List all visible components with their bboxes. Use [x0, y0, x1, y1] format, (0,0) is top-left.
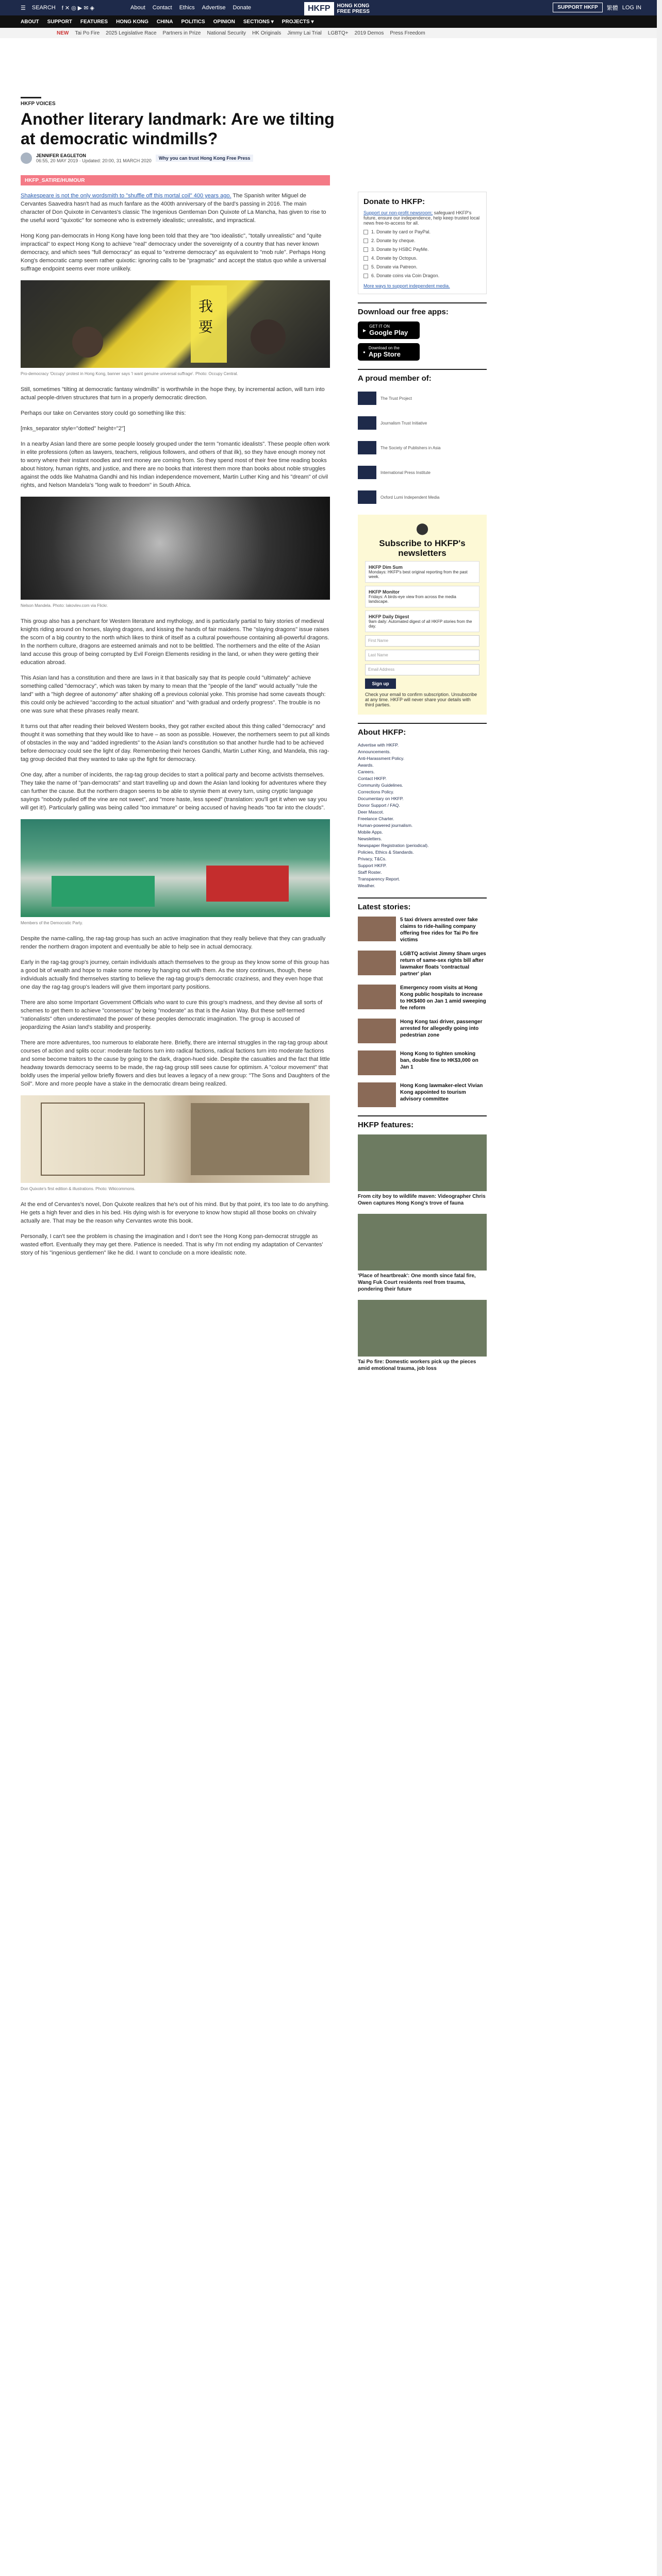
- trending-link[interactable]: Tai Po Fire: [75, 30, 100, 36]
- newsletter-name: HKFP Daily Digest: [369, 614, 409, 619]
- book-illustration: [21, 1095, 330, 1183]
- story-thumbnail: [358, 917, 396, 941]
- newsletter-desc: Fridays: A birds-eye view from across the media landscape.: [369, 595, 456, 604]
- nav-item[interactable]: OPINION: [213, 19, 235, 25]
- story-title: Hong Kong taxi driver, passenger arrested for allegedly going into pedestrian zone: [400, 1019, 483, 1038]
- story-title: Emergency room visits at Hong Kong public hospitals to increase to HK$400 on Jan 1 amid sweeping fee reform: [400, 985, 486, 1011]
- about-link[interactable]: Anti-Harassment Policy.: [358, 756, 405, 761]
- logo-mark: HKFP: [304, 2, 334, 15]
- login-link[interactable]: LOG IN: [622, 4, 641, 11]
- latest-story[interactable]: [358, 951, 487, 977]
- member-name: International Press Institute: [380, 470, 431, 475]
- member-logo-icon: [358, 392, 376, 405]
- article-title: Another literary landmark: Are we tilting at democratic windmills?: [21, 110, 335, 148]
- feature-title: Tai Po fire: Domestic workers pick up the pieces amid emotional trauma, job loss: [358, 1359, 476, 1371]
- nav-item[interactable]: HONG KONG: [116, 19, 148, 25]
- google-play-button[interactable]: ▶ GET IT ON Google Play: [358, 321, 420, 339]
- protest-banner-graphic: [21, 280, 330, 368]
- trending-link[interactable]: Jimmy Lai Trial: [287, 30, 322, 36]
- story-title: 5 taxi drivers arrested over fake claims to ride-hailing company offering free rides for Tai Po fire victims: [400, 917, 478, 943]
- nav-item[interactable]: ABOUT: [21, 19, 39, 25]
- paragraph: There are more adventures, too numerous to elaborate here. Briefly, there are internal struggles in the rag-tag group about courses of action and splits occur: moderate factions turn into radical factions, radical factions turn into moderate factions and some become traitors to the cause by going to the dark, dragon-hued side. Despite the casualties and the fact that little headway towards democracy seems to be made, the rag-tag group still sees cause for optimism. A "colour movement" that boldly uses the imperial yellow briefly flowers and dies but leaves a legacy of a new group: "The Sons and Daughters of the Soil". More and more people have a stake in the democratic dream being realized.: [21, 1040, 330, 1087]
- trending-link[interactable]: 2025 Legislative Race: [106, 30, 157, 36]
- nav-item[interactable]: CHINA: [156, 19, 173, 25]
- about-link[interactable]: Deer Mascot.: [358, 809, 384, 815]
- member-name: Oxford Lumi Independent Media: [380, 495, 440, 500]
- about-link[interactable]: Transparency Report.: [358, 876, 400, 882]
- last-name-input[interactable]: Last Name: [365, 650, 479, 661]
- about-link[interactable]: Staff Roster.: [358, 870, 382, 875]
- member-name: The Trust Project: [380, 396, 412, 401]
- latest-story[interactable]: [358, 1082, 487, 1107]
- kicker-rule: [21, 97, 41, 98]
- occupy-protest-photo: [21, 280, 330, 368]
- member-logo[interactable]: [358, 462, 487, 483]
- top-link[interactable]: About: [130, 5, 145, 11]
- donate-box: [358, 192, 487, 294]
- story-thumbnail: [358, 985, 396, 1009]
- newsletter-option[interactable]: [365, 561, 479, 583]
- paragraph: This Asian land has a constitution and there are laws in it that basically say that its people could "ultimately" achieve something called "democracy", which was taken by many to mean that the "people of the land" would actually "rule the land" with a "high degree of autonomy" after shaking off a previous colonial yoke. This promise had some caveats though: this could only be achieved "according to the actual situation" and "with gradual and orderly progress". The trouble is no one was sure what these phrases really meant.: [21, 675, 326, 714]
- paragraph: There are also some Important Government Officials who want to cure this group's madness, and they devise all sorts of schemes to get them to achieve "consensus" by being "moderate" as that is the Asian Way. But these self-termed "rationalists" often underestimated the power of these peoples democratic imagination. The group is accused of jeopardizing the Asian land's stability and prosperity.: [21, 999, 323, 1030]
- nav-item[interactable]: FEATURES: [80, 19, 108, 25]
- photo-caption: Members of the Democratic Party.: [21, 921, 83, 925]
- photo-caption: Nelson Mandela. Photo: Iakovlev.com via Flickr.: [21, 603, 108, 608]
- checkbox-icon: [363, 239, 368, 243]
- article-body: [21, 192, 330, 1264]
- newsletter-name: HKFP Monitor: [369, 589, 400, 595]
- story-thumbnail: [358, 1082, 396, 1107]
- checkbox-icon: [363, 265, 368, 269]
- feature-thumbnail: [358, 1134, 487, 1191]
- donate-option[interactable]: [363, 229, 481, 234]
- main-nav: [0, 15, 662, 28]
- latest-story[interactable]: [358, 985, 487, 1011]
- trending-bar: [0, 28, 662, 38]
- donate-option-label: 5. Donate via Patreon.: [371, 264, 418, 269]
- donate-option-label: 6. Donate coins via Coin Dragon.: [371, 273, 440, 278]
- google-play-icon: ▶: [363, 328, 367, 333]
- new-label: NEW: [57, 30, 69, 36]
- author-name[interactable]: JENNIFER EAGLETON: [36, 153, 86, 158]
- member-logo-icon: [358, 466, 376, 479]
- paragraph: Perhaps our take on Cervantes story could go something like this:: [21, 410, 186, 416]
- democratic-party-photo: [21, 819, 330, 917]
- about-link[interactable]: Contact HKFP.: [358, 776, 387, 781]
- photo-caption: Don Quixote's first edition & illustrations. Photo: Wikicommons.: [21, 1187, 136, 1191]
- story-thumbnail: [358, 1019, 396, 1043]
- paragraph: Personally, I can't see the problem is chasing the imagination and I don't see the Hong Kong pan-democrat struggle as wasted effort. Eventually they may get there. Patience is needed. That is why I'm not ending my adaptation of Cervantes' story of his "ingenious gentlemen" like he did. I want to conclude on a more idealistic note.: [21, 1233, 323, 1256]
- newsletter-option[interactable]: [365, 611, 479, 632]
- paragraph: Early in the rag-tag group's journey, certain individuals attach themselves to the group as they know some of this group has a good bit of wealth and hope to make some money by hanging out with them. As the story continues, though, these individuals actually find themselves starting to believe the rag-tag group's democratic craziness, and they even hope that one day the rag-tag group's leaders will give them important party positions.: [21, 959, 329, 990]
- top-bar: [0, 0, 662, 15]
- byline: JENNIFER EAGLETON 06:55, 20 MAY 2019 · Updated: 20:00, 31 MARCH 2020 Why you can trust Hong Kong Free Press: [21, 152, 253, 164]
- trending-link[interactable]: National Security: [207, 30, 246, 36]
- newsletter-title: Subscribe to HKFP's newsletters: [379, 538, 466, 558]
- more-ways-link[interactable]: More ways to support independent media.: [363, 283, 450, 289]
- newsletter-box: [358, 515, 487, 715]
- about-link[interactable]: Support HKFP.: [358, 863, 387, 868]
- about-title: About HKFP:: [358, 723, 487, 737]
- donate-option[interactable]: [363, 273, 481, 278]
- about-link[interactable]: Donor Support / FAQ.: [358, 803, 400, 808]
- newsletter-option[interactable]: [365, 586, 479, 607]
- donate-option[interactable]: [363, 247, 481, 252]
- newsletter-name: HKFP Dim Sum: [369, 565, 403, 570]
- member-logo-icon: [358, 416, 376, 430]
- members-title: A proud member of:: [358, 369, 487, 383]
- signup-button[interactable]: Sign up: [365, 679, 396, 689]
- top-link[interactable]: Advertise: [202, 5, 226, 11]
- about-link[interactable]: Community Guidelines.: [358, 783, 403, 788]
- member-logo-icon: [358, 441, 376, 454]
- paragraph: One day, after a number of incidents, the rag-tag group decides to start a political party and become activists themselves. They take the name of "pan-democrats" and start travelling up and down the Asian land looking for adventures where they can further the cause. But the northern dragon seems to be able to stymie them at every turn, using cryptic language sayings "nobody pulled off the vine are not sweet", and "more haste, less speed" (translation: you'll get it when we say you will get it!). Particularly galling was being called "too immature" or being accused of having heads "too far into the clouds".: [21, 772, 327, 811]
- about-link[interactable]: Human-powered journalism.: [358, 823, 413, 828]
- apps-title: Download our free apps:: [358, 302, 487, 316]
- latest-story[interactable]: [358, 917, 487, 943]
- story-title: LGBTQ activist Jimmy Sham urges return of same-sex rights bill after lawmaker floats 'contractual partner' plan: [400, 951, 486, 977]
- trending-link[interactable]: Partners in Prize: [162, 30, 201, 36]
- svg-text:要: 要: [198, 318, 213, 335]
- search-button[interactable]: SEARCH: [31, 5, 56, 11]
- latest-title: Latest stories:: [358, 897, 487, 911]
- about-link[interactable]: Privacy, T&Cs.: [358, 856, 387, 861]
- paragraph: [mks_separator style="dotted" height="2"]: [21, 426, 125, 432]
- logo-line1: HONG KONG: [337, 3, 370, 9]
- checkbox-icon: [363, 230, 368, 234]
- about-link[interactable]: Advertise with HKFP.: [358, 742, 399, 748]
- donate-support-link[interactable]: Support our non-profit newsroom;: [363, 210, 433, 215]
- about-link[interactable]: Policies, Ethics & Standards.: [358, 850, 414, 855]
- trending-link[interactable]: HK Originals: [252, 30, 282, 36]
- social-icons[interactable]: f ✕ ◎ ▶ ✉ ◈: [61, 5, 95, 11]
- publish-date: 06:55, 20 MAY 2019: [36, 158, 78, 163]
- member-logo-icon: [358, 490, 376, 504]
- top-link[interactable]: Contact: [152, 5, 172, 11]
- feature-story[interactable]: [358, 1134, 487, 1207]
- don-quixote-first-edition-photo: [21, 1095, 330, 1183]
- newsletter-desc: Mondays: HKFP's best original reporting from the past week.: [369, 570, 468, 579]
- about-link[interactable]: Corrections Policy.: [358, 789, 394, 794]
- latest-story[interactable]: [358, 1050, 487, 1075]
- donate-title: Donate to HKFP:: [363, 197, 425, 206]
- hkfp-badge-icon: ⬤: [416, 522, 429, 535]
- donate-option-label: 4. Donate by Octopus.: [371, 256, 418, 261]
- feature-thumbnail: [358, 1214, 487, 1270]
- hkfp-logo[interactable]: [304, 2, 370, 15]
- about-link[interactable]: Weather.: [358, 883, 375, 888]
- about-link[interactable]: Announcements.: [358, 749, 391, 754]
- features-title: HKFP features:: [358, 1115, 487, 1129]
- paragraph: This group also has a penchant for Western literature and mythology, and is particularly partial to fairy stories of medieval knights riding around on horses, slaying dragons, and kissing the hands of fair maidens. The "slaying dragons" issue raises the scorn of a big country to the north which likes to think of itself as a cultural powerhouse containing all-powerful dragons. In the northern culture, dragons are esteemed animals and not to be belittled. The northerners and the elite of the Asian land accuse this group of being corrupted by Evil Foreign Elements residing in the land, or when they were getting their education abroad.: [21, 618, 329, 666]
- photo-caption: Pro-democracy 'Occupy' protest in Hong Kong, banner says 'I want genuine universal suffrage'. Photo: Occupy Central.: [21, 371, 238, 376]
- shakespeare-link[interactable]: Shakespeare is not the only wordsmith to "shuffle off this mortal coil" 400 years ago.: [21, 193, 231, 199]
- donate-option-label: 2. Donate by cheque.: [371, 238, 416, 243]
- story-title: Hong Kong lawmaker-elect Vivian Kong appointed to tourism advisory committee: [400, 1083, 483, 1102]
- paragraph: In a nearby Asian land there are some people loosely grouped under the term "romantic idealists". These people often work in elite professions (often as lawyers, teachers, religious followers, and others of that ilk), so they have enough money not to worry where their instant noodles and rent money are coming from. So they spend most of their free time reading books about history, human rights, and justice, and there are no books that interest them more than books about noble struggles against the odds like Mahatma Gandhi and his Indian independence movement, Martin Luther King and his "dream" of civil rights, and Nelson Mandela's "long walk to freedom" in South Africa.: [21, 441, 330, 488]
- donate-text: Support our non-profit newsroom; safeguard HKFP's future, ensure our independence, help keep trusted local news free-to-access for all.: [363, 210, 480, 226]
- trust-link[interactable]: Why you can trust Hong Kong Free Press: [156, 155, 254, 162]
- top-link[interactable]: Donate: [233, 5, 251, 11]
- svg-text:我: 我: [198, 298, 213, 315]
- updated-date: Updated: 20:00, 31 MARCH 2020: [82, 158, 152, 163]
- donate-option[interactable]: [363, 238, 481, 243]
- feature-title: 'Place of heartbreak': One month since fatal fire, Wang Fuk Court residents reel from trauma, pondering their future: [358, 1273, 476, 1292]
- menu-icon[interactable]: ☰: [21, 5, 26, 11]
- trending-link[interactable]: Press Freedom: [390, 30, 425, 36]
- paragraph: At the end of Cervantes's novel, Don Quixote realizes that he's out of his mind. But by that point, it's too late to do anything. He gets a high fever and dies in his bed. His dying wish is for everyone to know how stupid all those books on chivalry actually are. That may be the reason why Cervantes wrote this book.: [21, 1201, 329, 1224]
- donate-option[interactable]: [363, 264, 481, 269]
- page-scrollbar[interactable]: [657, 0, 662, 2576]
- checkbox-icon: [363, 274, 368, 278]
- member-logo[interactable]: [358, 413, 487, 433]
- member-logo[interactable]: [358, 388, 487, 409]
- donate-option-label: 1. Donate by card or PayPal.: [371, 229, 431, 234]
- feature-title: From city boy to wildlife maven: Videographer Chris Owen captures Hong Kong's trove of fauna: [358, 1194, 486, 1206]
- email-input[interactable]: Email Address: [365, 664, 479, 675]
- about-link[interactable]: Mobile Apps.: [358, 829, 383, 835]
- latest-story[interactable]: [358, 1019, 487, 1043]
- member-logo[interactable]: [358, 437, 487, 458]
- story-thumbnail: [358, 951, 396, 975]
- logo-line2: FREE PRESS: [337, 9, 370, 14]
- about-link[interactable]: Awards.: [358, 762, 374, 768]
- member-logo[interactable]: [358, 487, 487, 507]
- trending-link[interactable]: 2019 Demos: [354, 30, 384, 36]
- about-link[interactable]: Careers.: [358, 769, 375, 774]
- checkbox-icon: [363, 256, 368, 261]
- nav-item[interactable]: PROJECTS ▾: [282, 19, 314, 25]
- nav-item[interactable]: SECTIONS ▾: [243, 19, 274, 25]
- apple-icon: ●: [363, 349, 366, 354]
- first-name-input[interactable]: First Name: [365, 635, 479, 647]
- author-avatar: [21, 152, 32, 164]
- newsletter-desc: 9am daily: Automated digest of all HKFP stories from the day.: [369, 619, 472, 629]
- app-store-button[interactable]: ● Download on the App Store: [358, 343, 420, 361]
- mandela-photo: [21, 497, 330, 600]
- support-hkfp-button[interactable]: SUPPORT HKFP: [553, 3, 602, 12]
- language-link[interactable]: 繁體: [606, 5, 618, 11]
- sidebar: [358, 192, 487, 1379]
- paragraph: Despite the name-calling, the rag-tag group has such an active imagination that they really believe that they can gradually render the northern dragon impotent and eventually be able to help see in actual democracy.: [21, 936, 326, 950]
- trending-link[interactable]: LGBTQ+: [327, 30, 349, 36]
- member-name: The Society of Publishers in Asia: [380, 445, 441, 450]
- nav-item[interactable]: SUPPORT: [47, 19, 72, 25]
- article-kicker[interactable]: HKFP VOICES: [21, 101, 56, 107]
- paragraph: Shakespeare is not the only wordsmith to "shuffle off this mortal coil" 400 years ago. The Spanish writer Miguel de Cervantes Saavedra hasn't had as much fanfare as the 400th anniversary of the bard's passing in 2016. The main character of Don Quixote in Cervantes's classic The Ingenious Gentleman Don Quixote of La Mancha, has given to rise to the useful word "quixotic" for someone who is extremely idealistic; unrealistic, and impractical.: [21, 193, 326, 224]
- feature-story[interactable]: [358, 1214, 487, 1293]
- feature-story[interactable]: [358, 1300, 487, 1372]
- about-link[interactable]: Documentary on HKFP.: [358, 796, 404, 801]
- about-link[interactable]: Newspaper Registration (periodical).: [358, 843, 429, 848]
- category-banner[interactable]: HKFP_SATIRE/HUMOUR: [21, 175, 330, 185]
- checkbox-icon: [363, 247, 368, 252]
- paragraph: Still, sometimes "tilting at democratic fantasy windmills" is worthwhile in the hope they, by incremental action, will turn into actual people-driven structures that turn in a properly democratic direction.: [21, 386, 325, 401]
- about-link[interactable]: Freelance Charter.: [358, 816, 394, 821]
- nav-item[interactable]: POLITICS: [181, 19, 205, 25]
- story-thumbnail: [358, 1050, 396, 1075]
- paragraph: Hong Kong pan-democrats in Hong Kong have long been told that they are "too idealistic", "totally unrealistic" and "quite impractical" to expect Hong Kong to achieve "real" democracy under the sovereignty of a country that has never known democracy, and which sees "full democracy" as equal to "extreme democracy" as equivalent to "mob rule". Perhaps Hong Kong's democratic camp seem rather quixotic: ignoring calls to be "pragmatic" and accept the status quo while a universal suffrage endpoint seems ever more unlikely.: [21, 233, 326, 272]
- top-link[interactable]: Ethics: [179, 5, 195, 11]
- paragraph: It turns out that after reading their beloved Western books, they got rather excited about this thing called "democracy" and thought it was something that they would like to have – as soon as possible. However, the northerners seem to put all kinds of obstacles in the way and "added ingredients" to the Asian land's constitution so that another hurdle had to be achieved before democracy could see the light of day. Remembering their heroes Gandhi, Martin Luther King, and Mandela, this rag-tag group decided that they wanted to take up the fight for democracy.: [21, 723, 330, 762]
- member-name: Journalism Trust Initiative: [380, 420, 427, 426]
- feature-thumbnail: [358, 1300, 487, 1357]
- rally-graphic: [21, 819, 330, 917]
- about-link[interactable]: Newsletters.: [358, 836, 382, 841]
- newsletter-note: Check your email to confirm subscription. Unsubscribe at any time. HKFP will never share your details with third parties.: [365, 692, 477, 707]
- donate-option-label: 3. Donate by HSBC PayMe.: [371, 247, 429, 252]
- story-title: Hong Kong to tighten smoking ban, double fine to HK$3,000 on Jan 1: [400, 1051, 478, 1070]
- donate-option[interactable]: [363, 256, 481, 261]
